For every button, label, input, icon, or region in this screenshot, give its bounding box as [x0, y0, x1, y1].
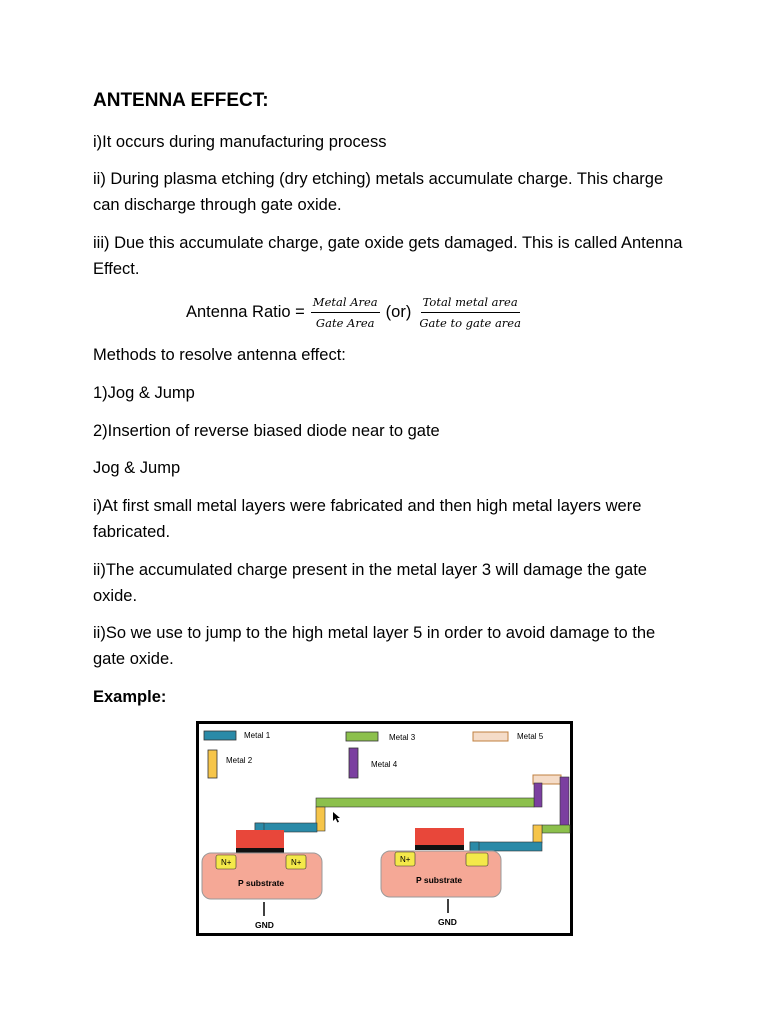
diagram-border — [198, 723, 572, 935]
nplus-4 — [466, 853, 488, 866]
fraction-2-denominator: Gate to gate area — [419, 315, 521, 330]
gnd-2-label: GND — [438, 917, 457, 927]
legend-metal2-swatch — [208, 750, 217, 778]
gate-oxide-2 — [415, 845, 464, 850]
methods-heading: Methods to resolve antenna effect: — [93, 346, 346, 364]
nplus-1-label: N+ — [221, 858, 232, 867]
legend-metal4-swatch — [349, 748, 358, 778]
method-2: 2)Insertion of reverse biased diode near to gate — [93, 422, 440, 440]
fraction-1-denominator: Gate Area — [315, 315, 375, 330]
legend-metal4-label: Metal 4 — [371, 760, 398, 769]
jog-point-2: ii)The accumulated charge present in the metal layer 3 will damage the gate oxide. — [93, 561, 647, 605]
substrate-2-label: P substrate — [416, 875, 463, 885]
metal1-right-wire — [470, 842, 542, 851]
metal4-left-via — [534, 783, 542, 807]
legend-metal3-label: Metal 3 — [389, 733, 416, 742]
fraction-2 — [417, 295, 523, 330]
legend-metal1-label: Metal 1 — [244, 731, 271, 740]
fraction-1 — [311, 295, 380, 330]
fraction-1-numerator: Metal Area — [311, 295, 380, 313]
example-label: Example: — [93, 688, 167, 706]
metal3-short-wire — [542, 825, 570, 833]
jog-jump-heading: Jog & Jump — [93, 459, 181, 477]
method-1: 1)Jog & Jump — [93, 384, 195, 402]
diagram-svg — [196, 721, 573, 936]
antenna-ratio-formula — [186, 292, 529, 332]
formula-or: (or) — [385, 302, 412, 321]
metal2-left-via — [316, 807, 325, 831]
legend-metal5-label: Metal 5 — [517, 732, 544, 741]
jog-point-3: ii)So we use to jump to the high metal layer 5 in order to avoid damage to the gate oxide. — [93, 624, 656, 668]
metal2-right-via — [533, 825, 542, 843]
nplus-2-label: N+ — [291, 858, 302, 867]
nplus-3-label: N+ — [400, 855, 411, 864]
gate-1 — [236, 830, 284, 848]
metal3-long-wire — [316, 798, 534, 807]
fraction-2-numerator: Total metal area — [421, 295, 520, 313]
point-2: ii) During plasma etching (dry etching) metals accumulate charge. This charge can discharge through gate oxide. — [93, 170, 664, 214]
legend-metal3-swatch — [346, 732, 378, 741]
gate-oxide-1 — [236, 848, 284, 853]
metal4-right-via — [560, 777, 569, 827]
legend-metal5-swatch — [473, 732, 508, 741]
substrate-1-label: P substrate — [238, 878, 285, 888]
legend-metal1-swatch — [204, 731, 236, 740]
legend-metal2-label: Metal 2 — [226, 756, 253, 765]
point-3: iii) Due this accumulate charge, gate oxide gets damaged. This is called Antenna Effect. — [93, 234, 683, 278]
jog-jump-diagram — [196, 721, 573, 936]
jog-point-1: i)At first small metal layers were fabricated and then high metal layers were fabricated. — [93, 497, 642, 541]
metal5-segment — [533, 775, 561, 784]
gnd-1-label: GND — [255, 920, 274, 930]
formula-lhs: Antenna Ratio = — [186, 302, 305, 321]
page-title: ANTENNA EFFECT: — [93, 90, 269, 111]
gate-2 — [415, 828, 464, 846]
point-1: i)It occurs during manufacturing process — [93, 133, 387, 151]
